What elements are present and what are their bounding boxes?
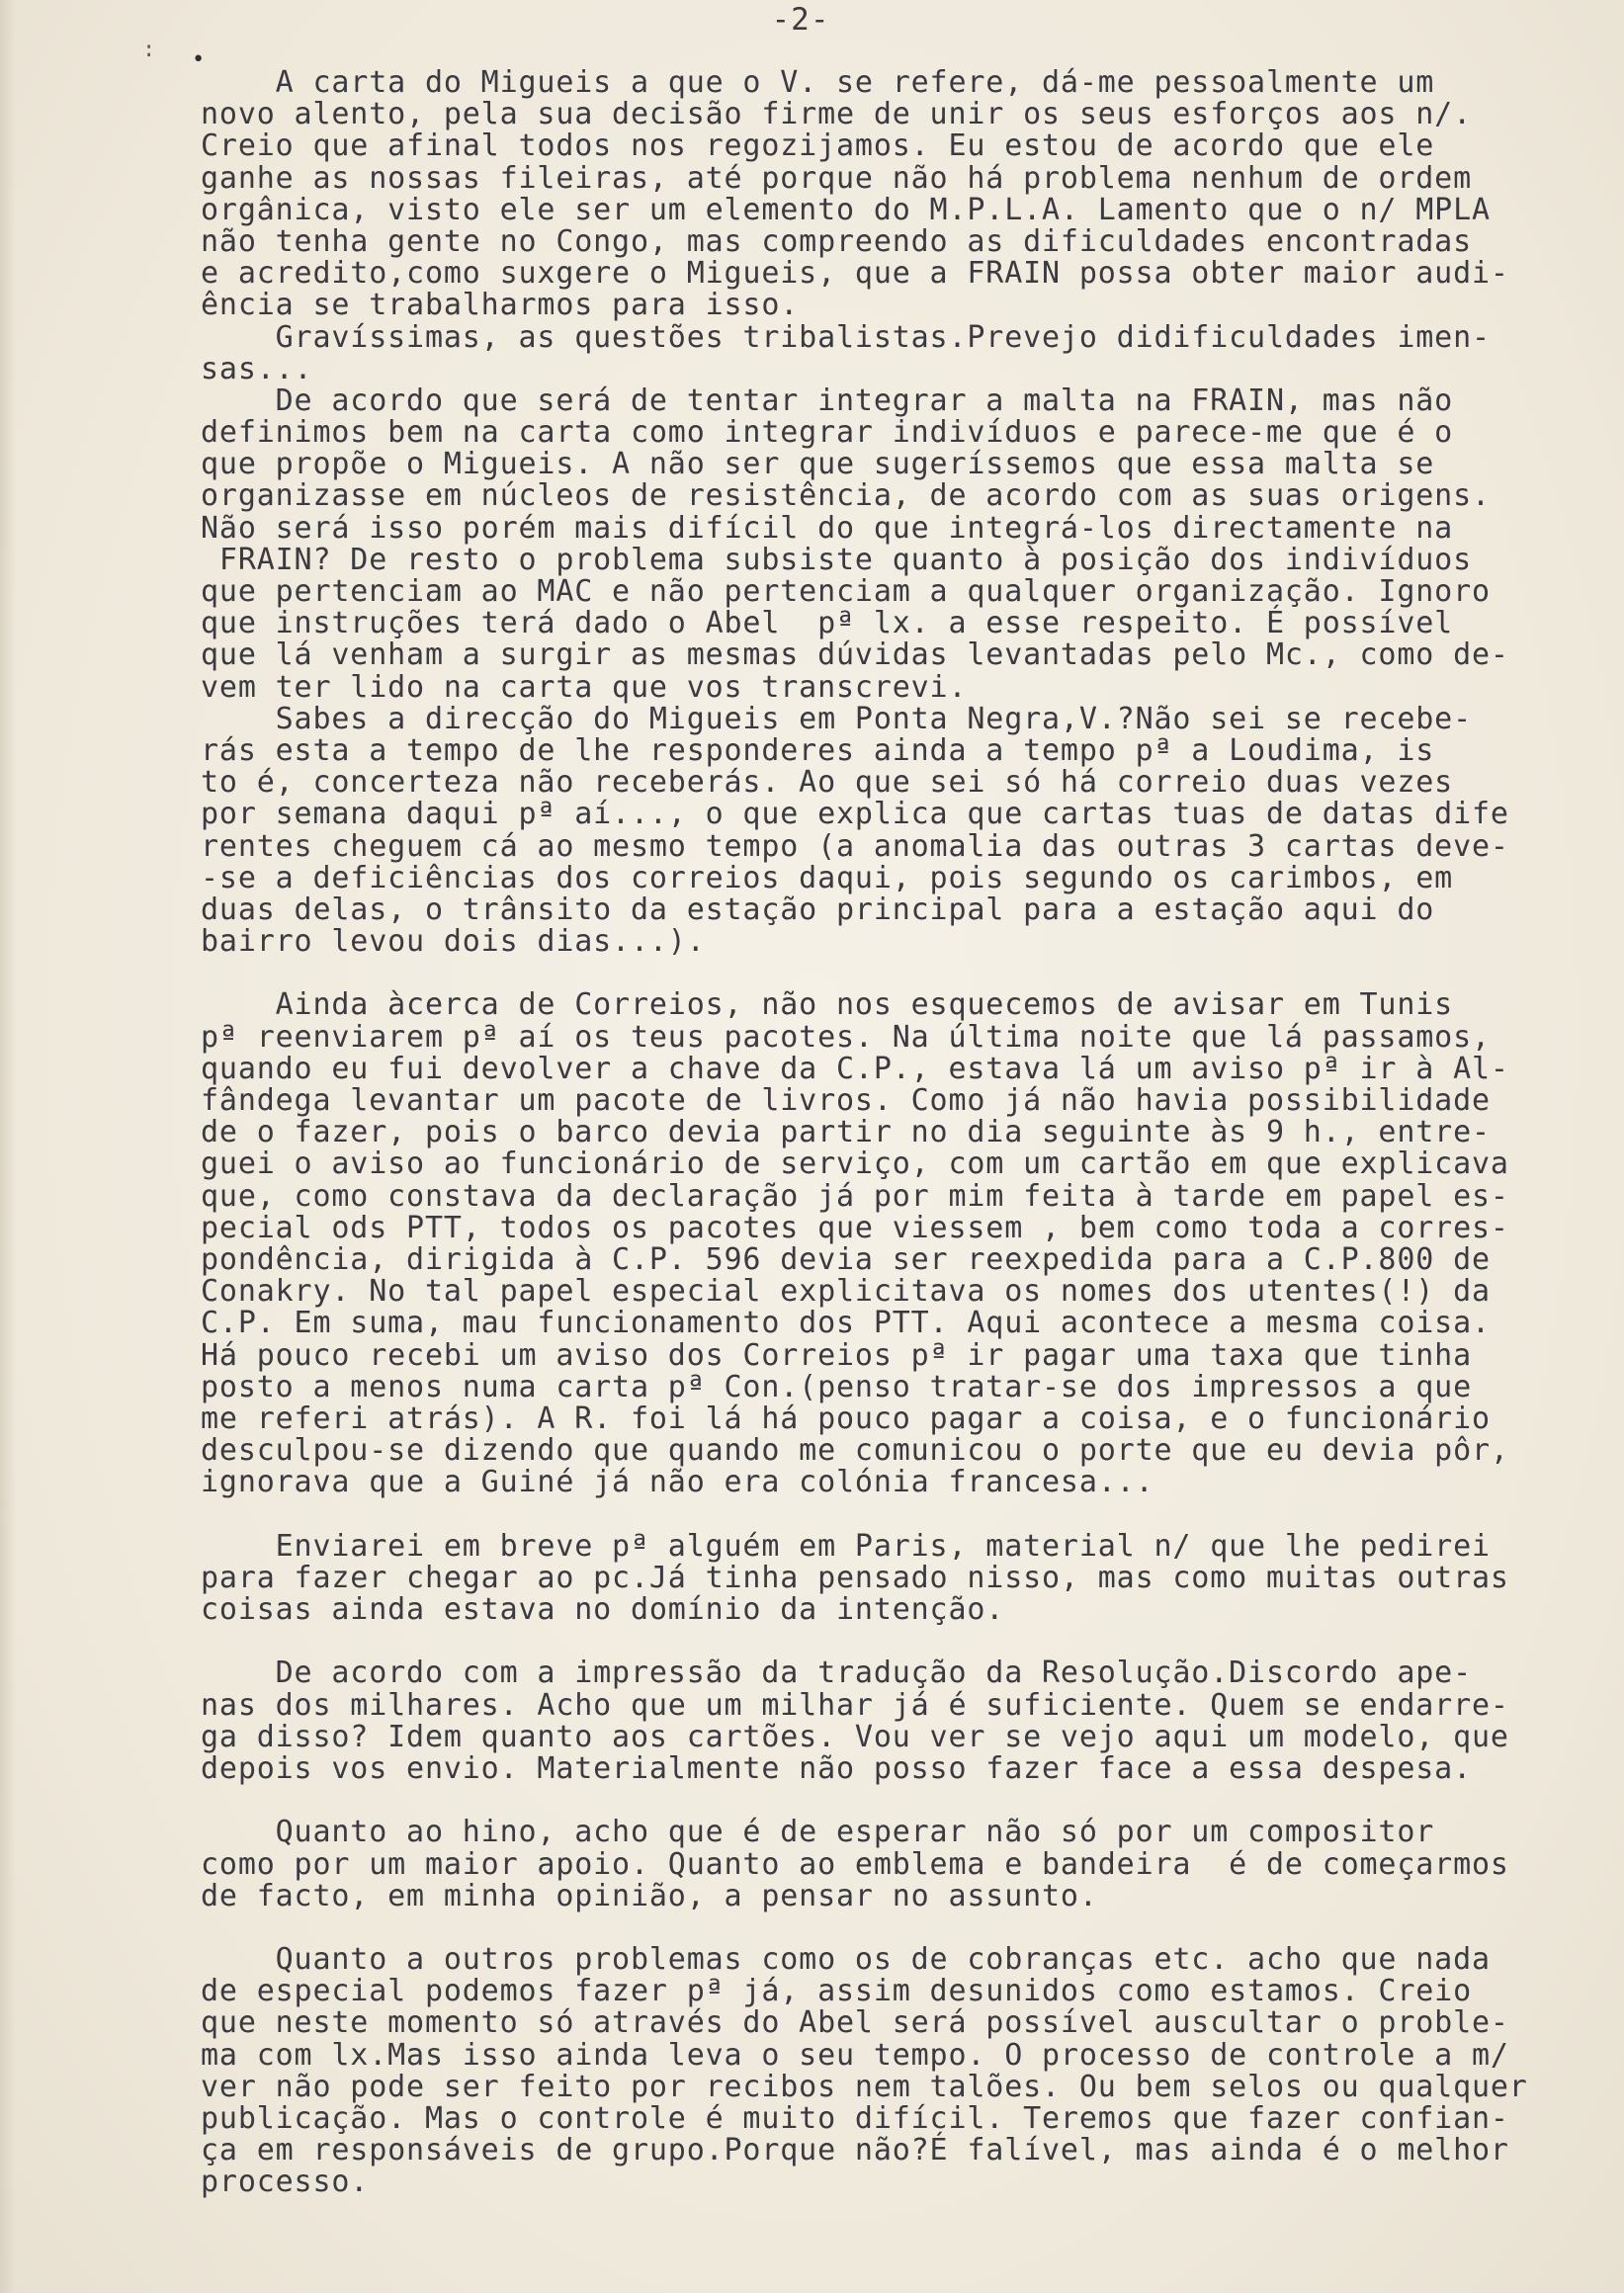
text-line: de o fazer, pois o barco devia partir no dia seguinte às 9 h., entre- (201, 1115, 1491, 1150)
text-line: me referi atrás). A R. foi lá há pouco pagar a coisa, e o funcionário (201, 1401, 1491, 1436)
text-line: publicação. Mas o controle é muito difícil. Teremos que fazer confian- (201, 2101, 1509, 2136)
text-line: ça em responsáveis de grupo.Porque não?É falível, mas ainda é o melhor (201, 2133, 1509, 2168)
text-line: C.P. Em suma, mau funcionamento dos PTT. Aqui acontece a mesma coisa. (201, 1306, 1491, 1341)
text-line: fândega levantar um pacote de livros. Como já não havia possibilidade (201, 1083, 1491, 1118)
text-line: ver não pode ser feito por recibos nem talões. Ou bem selos ou qualquer (201, 2069, 1528, 2104)
text-line: ga disso? Idem quanto aos cartões. Vou ver se vejo aqui um modelo, que (201, 1719, 1509, 1754)
paragraph-2 (201, 989, 1614, 1498)
text-line: que neste momento só através do Abel será possível auscultar o proble- (201, 2005, 1509, 2041)
paragraph-gap (201, 958, 1614, 989)
paragraph-gap (201, 1912, 1614, 1944)
text-line: organizasse em núcleos de resistência, de acordo com as suas origens. (201, 478, 1491, 514)
paragraph-gap (201, 1785, 1614, 1817)
paragraph-gap (201, 1498, 1614, 1530)
text-line: Quanto a outros problemas como os de cobranças etc. acho que nada (201, 1942, 1491, 1978)
text-line: Ainda àcerca de Correios, não nos esquecemos de avisar em Tunis (201, 987, 1454, 1023)
paragraph-3 (201, 1528, 1614, 1627)
text-line: bairro levou dois dias...). (201, 924, 706, 960)
text-line: pondência, dirigida à C.P. 596 devia ser reexpedida para a C.P.800 de (201, 1241, 1491, 1277)
text-line: que, como constava da declaração já por mim feita à tarde em papel es- (201, 1178, 1509, 1214)
text-line: Conakry. No tal papel especial explicitava os nomes dos utentes(!) da (201, 1274, 1491, 1310)
text-line: orgânica, visto ele ser um elemento do M.P.L.A. Lamento que o n/ MPLA (201, 192, 1491, 227)
text-line: e acredito,como suxgere o Migueis, que a FRAIN possa obter maior audi- (201, 256, 1509, 292)
paper-edge-shadow (0, 0, 16, 2293)
text-line: Creio que afinal todos nos regozijamos. Eu estou de acordo que ele (201, 128, 1435, 164)
text-line: que propõe o Migueis. A não ser que sugeríssemos que essa malta se (201, 447, 1435, 482)
text-line: De acordo que será de tentar integrar a malta na FRAIN, mas não (201, 382, 1454, 418)
paragraph-4 (201, 1657, 1614, 1785)
paragraph-gap (201, 1626, 1614, 1657)
text-line: para fazer chegar ao pc.Já tinha pensado nisso, mas como muitas outras (201, 1560, 1509, 1595)
letter-body (201, 67, 1614, 2199)
page-number: -2- (771, 2, 830, 38)
text-line: Enviarei em breve pª alguém em Paris, material n/ que lhe pedirei (201, 1528, 1491, 1564)
text-line: to é, concerteza não receberás. Ao que sei só há correio duas vezes (201, 765, 1454, 801)
text-line: processo. (201, 2165, 370, 2200)
text-line: rentes cheguem cá ao mesmo tempo (a anomalia das outras 3 cartas deve- (201, 828, 1509, 864)
paragraph-1 (201, 67, 1614, 958)
text-line: FRAIN? De resto o problema subsiste quanto à posição dos indivíduos (201, 542, 1472, 577)
text-line: novo alento, pela sua decisão firme de unir os seus esforços aos n/. (201, 97, 1472, 132)
text-line: de especial podemos fazer pª já, assim desunidos como estamos. Creio (201, 1974, 1472, 2009)
text-line: que pertenciam ao MAC e não pertenciam a qualquer organização. Ignoro (201, 574, 1491, 609)
text-line: ência se trabalharmos para isso. (201, 288, 800, 323)
text-line: duas delas, o trânsito da estação principal para a estação aqui do (201, 892, 1435, 927)
text-line: que lá venham a surgir as mesmas dúvidas levantadas pelo Mc., como de- (201, 637, 1509, 673)
text-line: depois vos envio. Materialmente não posso fazer face a essa despesa. (201, 1750, 1472, 1786)
text-line: Não será isso porém mais difícil do que integrá-los directamente na (201, 510, 1454, 546)
text-line: definimos bem na carta como integrar indivíduos e parece-me que é o (201, 415, 1454, 451)
text-line: -se a deficiências dos correios daqui, pois segundo os carimbos, em (201, 860, 1454, 895)
paragraph-6 (201, 1944, 1614, 2199)
text-line: Sabes a direcção do Migueis em Ponta Negra,V.?Não sei se recebe- (201, 701, 1472, 736)
text-line: coisas ainda estava no domínio da intenção. (201, 1592, 1005, 1627)
text-line: sas... (201, 351, 313, 386)
paragraph-5 (201, 1817, 1614, 1912)
text-line: nas dos milhares. Acho que um milhar já é suficiente. Quem se endarre- (201, 1687, 1509, 1723)
text-line: posto a menos numa carta pª Con.(penso tratar-se dos impressos a que (201, 1369, 1472, 1404)
text-line: ignorava que a Guiné já não era colónia francesa... (201, 1465, 1154, 1500)
text-line: desculpou-se dizendo que quando me comunicou o porte que eu devia pôr, (201, 1433, 1509, 1469)
text-line: Há pouco recebi um aviso dos Correios pª ir pagar uma taxa que tinha (201, 1337, 1472, 1373)
text-line: pecial ods PTT, todos os pacotes que viessem , bem como toda a corres- (201, 1210, 1509, 1245)
text-line: não tenha gente no Congo, mas compreendo as dificuldades encontradas (201, 223, 1472, 259)
text-line: De acordo com a impressão da tradução da Resolução.Discordo ape- (201, 1656, 1472, 1691)
text-line: vem ter lido na carta que vos transcrevi. (201, 669, 968, 705)
text-line: que instruções terá dado o Abel pª lx. a esse respeito. É possível (201, 606, 1454, 641)
text-line: ma com lx.Mas isso ainda leva o seu tempo. O processo de controle a m/ (201, 2037, 1509, 2073)
text-line: quando eu fui devolver a chave da C.P., estava lá um aviso pª ir à Al- (201, 1051, 1509, 1086)
text-line: ganhe as nossas fileiras, até porque não há problema nenhum de ordem (201, 160, 1472, 196)
text-line: de facto, em minha opinião, a pensar no assunto. (201, 1878, 1098, 1913)
text-line: por semana daqui pª aí..., o que explica que cartas tuas de datas dife (201, 797, 1509, 832)
text-line: guei o aviso ao funcionário de serviço, com um cartão em que explicava (201, 1146, 1509, 1182)
text-line: Gravíssimas, as questões tribalistas.Prevejo didificuldades imen- (201, 319, 1491, 355)
ink-mark: : (142, 38, 156, 62)
text-line: A carta do Migueis a que o V. se refere, dá-me pessoalmente um (201, 65, 1435, 100)
text-line: Quanto ao hino, acho que é de esperar não só por um compositor (201, 1815, 1435, 1850)
text-line: pª reenviarem pª aí os teus pacotes. Na última noite que lá passamos, (201, 1019, 1491, 1055)
text-line: rás esta a tempo de lhe responderes ainda a tempo pª a Loudima, is (201, 732, 1435, 768)
text-line: como por um maior apoio. Quanto ao emblema e bandeira é de começarmos (201, 1846, 1509, 1882)
ink-dot: • (192, 47, 206, 72)
